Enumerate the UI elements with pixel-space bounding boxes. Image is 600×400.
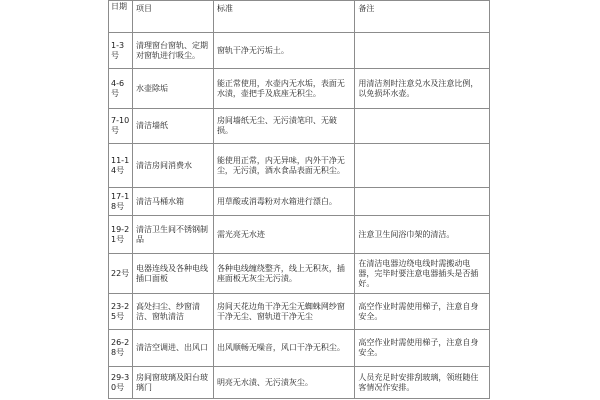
row-date: 1-3号	[109, 33, 133, 69]
row-standard: 出风顺畅无噪音，风口干净无积尘。	[213, 330, 354, 367]
table-row	[109, 144, 490, 188]
table-row	[109, 254, 490, 294]
row-item: 清理窗台窗轨、定期对窗轨进行吸尘。	[132, 33, 213, 69]
row-item: 清洁卫生间不锈钢制品	[132, 216, 213, 254]
row-note: 高空作业时需使用梯子，注意自身安全。	[355, 330, 490, 367]
table-row	[109, 109, 490, 144]
row-item: 清洁马桶水箱	[132, 188, 213, 216]
table-row	[109, 330, 490, 367]
row-standard: 各种电线缠绕整齐，线上无积灰，插座面板无灰尘无污渍。	[213, 254, 354, 294]
row-note: 注意卫生间浴巾架的清洁。	[355, 216, 490, 254]
row-standard: 能使用正常，内无异味，内外干净无尘，无污渍，酒水食品表面无积尘。	[213, 144, 354, 188]
table-row	[109, 69, 490, 109]
row-note: 在清洁电器边绕电线时需搬动电器，完毕时要注意电器插头是否插好。	[355, 254, 490, 294]
row-note: 高空作业时需使用梯子，注意自身安全。	[355, 294, 490, 330]
row-standard: 窗轨干净无污垢土。	[213, 33, 354, 69]
row-note	[355, 33, 490, 69]
row-note	[355, 109, 490, 144]
row-standard: 明亮无水渍、无污渍灰尘。	[213, 367, 354, 399]
cleaning-schedule-table	[108, 0, 490, 399]
row-standard: 能正常使用，水壶内无水垢，表面无水渍，壶把手及底座无积尘。	[213, 69, 354, 109]
row-date: 26-28号	[109, 330, 133, 367]
row-item: 高处扫尘、纱窗清洁、窗轨清洁	[132, 294, 213, 330]
table-row	[109, 294, 490, 330]
row-date: 7-10号	[109, 109, 133, 144]
row-date: 22号	[109, 254, 133, 294]
table-header-row	[109, 1, 490, 33]
row-date: 23-25号	[109, 294, 133, 330]
row-date: 4-6号	[109, 69, 133, 109]
row-standard: 用草酸或消毒粉对水箱进行漂白。	[213, 188, 354, 216]
row-item: 水壶除垢	[132, 69, 213, 109]
row-standard: 房间天花边角干净无尘无蜘蛛网纱窗干净无尘、窗轨道干净无尘	[213, 294, 354, 330]
table-row	[109, 188, 490, 216]
header-note: 备注	[355, 1, 490, 33]
table-row	[109, 33, 490, 69]
row-note	[355, 144, 490, 188]
row-note	[355, 188, 490, 216]
header-date: 日期	[109, 1, 133, 33]
row-note: 人员充足时安排刮玻璃，领班随住客情况作安排。	[355, 367, 490, 399]
row-date: 17-18号	[109, 188, 133, 216]
header-item: 项目	[132, 1, 213, 33]
row-item: 房间窗玻璃及阳台玻璃门	[132, 367, 213, 399]
table-row	[109, 216, 490, 254]
table-row	[109, 367, 490, 399]
row-note: 用清洁剂时注意兑水及注意比例，以免损坏水壶。	[355, 69, 490, 109]
row-item: 清洁墙纸	[132, 109, 213, 144]
header-standard: 标准	[213, 1, 354, 33]
row-standard: 需光亮无水迹	[213, 216, 354, 254]
row-date: 11-14号	[109, 144, 133, 188]
row-date: 19-21号	[109, 216, 133, 254]
row-item: 清洁空调进、出风口	[132, 330, 213, 367]
row-item: 清洁房间消费水	[132, 144, 213, 188]
row-standard: 房间墙纸无尘、无污渍笔印、无破损。	[213, 109, 354, 144]
row-date: 29-30号	[109, 367, 133, 399]
row-item: 电器连线及各种电线插口面板	[132, 254, 213, 294]
cleaning-schedule-sheet	[108, 0, 490, 400]
